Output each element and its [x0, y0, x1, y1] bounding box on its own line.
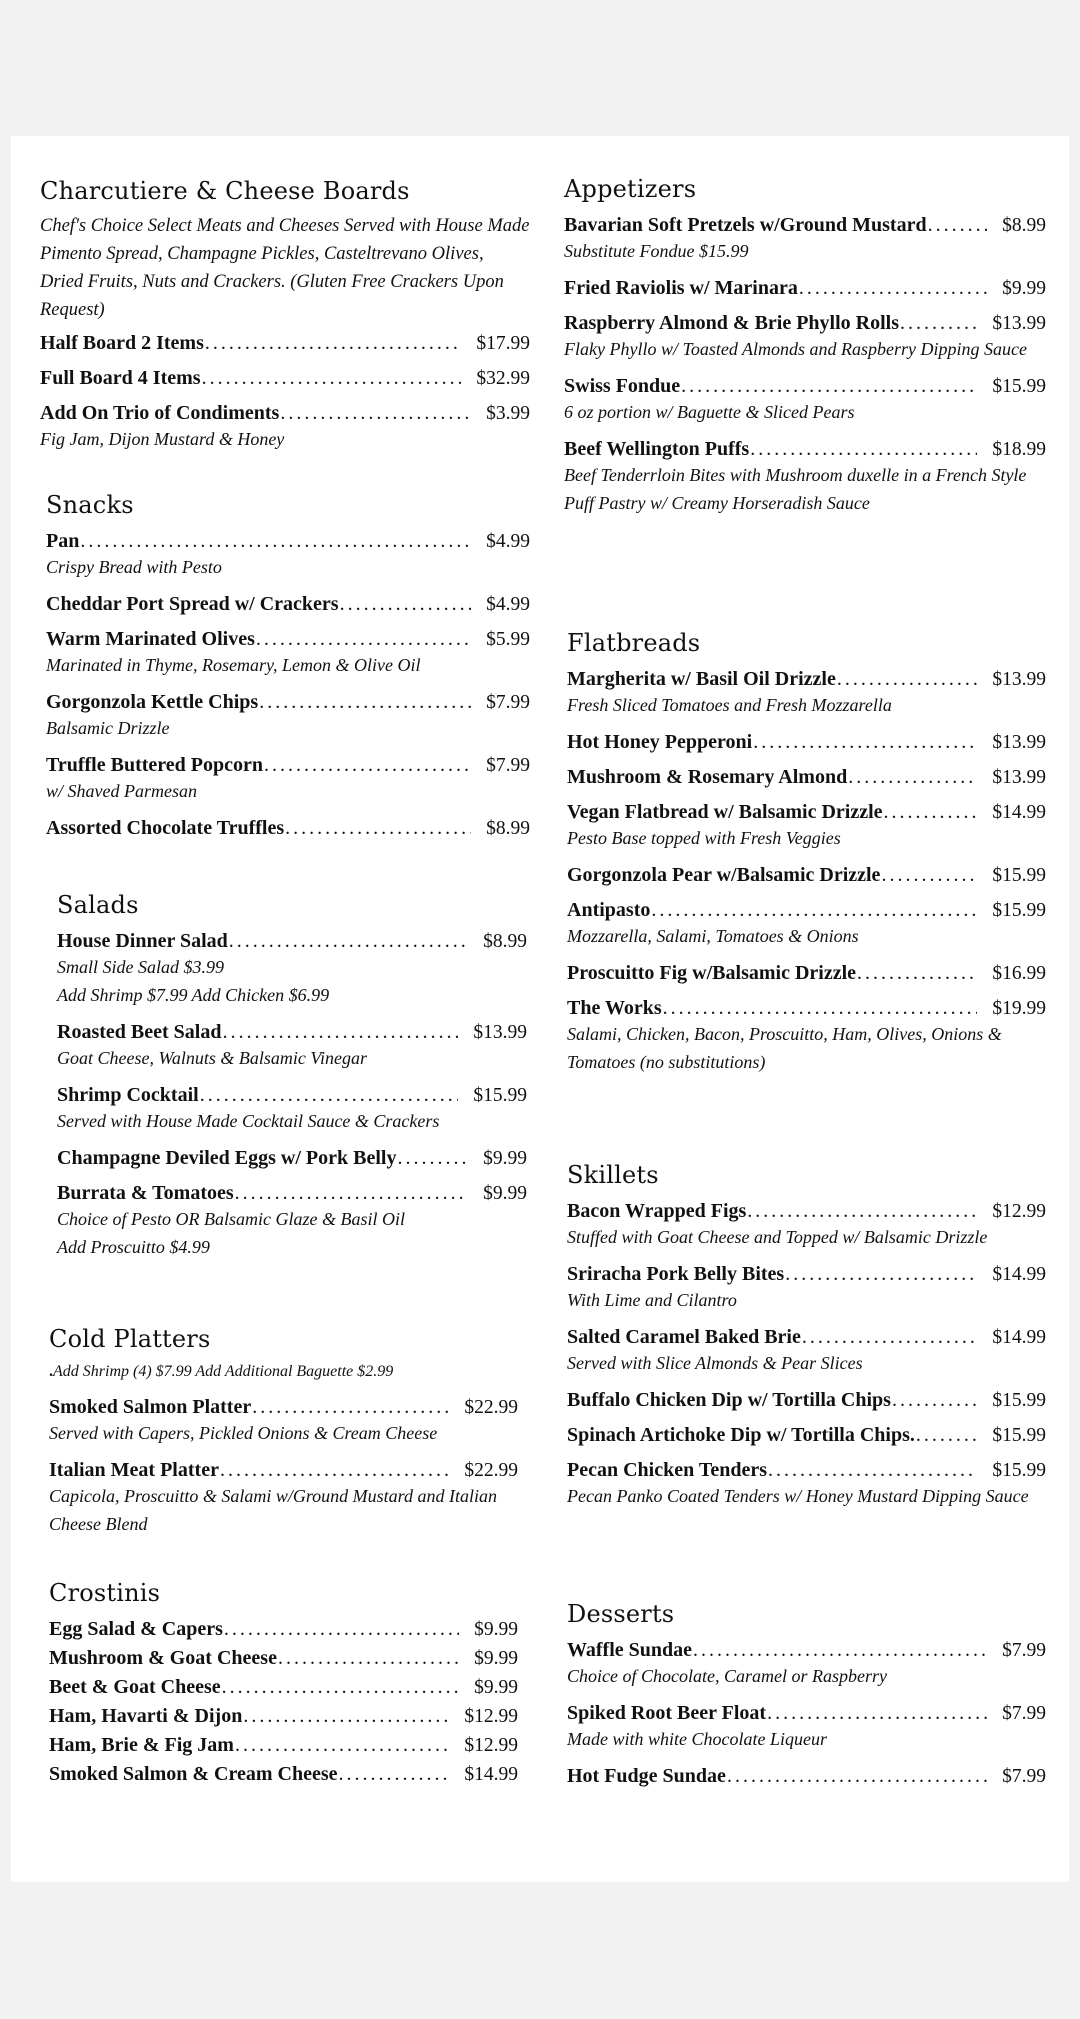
section-salads [57, 890, 527, 1273]
menu-item-description: Stuffed with Goat Cheese and Topped w/ Balsamic Drizzle [567, 1227, 988, 1247]
menu-item-price: $9.99 [474, 1677, 518, 1698]
section-title: Snacks [46, 491, 134, 519]
menu-item-price: $18.99 [992, 439, 1046, 460]
menu-item [567, 1326, 1046, 1377]
menu-item-row [49, 1705, 518, 1728]
menu-item [46, 754, 530, 805]
menu-item-row [46, 593, 530, 616]
menu-item-description: Mozzarella, Salami, Tomatoes & Onions [567, 926, 859, 946]
section-items [40, 332, 530, 453]
menu-item-price: $32.99 [476, 368, 530, 389]
dot-leader [80, 530, 471, 553]
dot-leader [229, 930, 468, 953]
section-title: Salads [57, 891, 139, 919]
dot-leader [222, 1021, 458, 1044]
menu-item-price: $17.99 [476, 333, 530, 354]
menu-item-name: Swiss Fondue [564, 375, 681, 397]
menu-item-row [49, 1676, 518, 1699]
menu-item-name: Gorgonzola Kettle Chips [46, 691, 259, 713]
menu-item-price: $8.99 [486, 818, 530, 839]
menu-item-name: Egg Salad & Capers [49, 1618, 223, 1640]
dot-leader [259, 691, 471, 714]
dot-leader [753, 731, 977, 754]
menu-item-price: $14.99 [992, 1327, 1046, 1348]
menu-item-row [567, 731, 1046, 754]
menu-item-description: Capicola, Proscuitto & Salami w/Ground Mustard and Italian Cheese Blend [49, 1486, 498, 1534]
dot-leader [397, 1147, 468, 1170]
menu-item-name: Antipasto [567, 899, 651, 921]
menu-item-row [567, 962, 1046, 985]
menu-item-row [564, 375, 1046, 398]
menu-item-price: $15.99 [992, 1460, 1046, 1481]
menu-item-row [49, 1396, 518, 1419]
section-crostinis [49, 1578, 518, 1792]
menu-item-name: Waffle Sundae [567, 1639, 693, 1661]
menu-item-price: $7.99 [1002, 1766, 1046, 1787]
dot-leader [785, 1263, 977, 1286]
menu-item-name: Champagne Deviled Eggs w/ Pork Belly [57, 1147, 397, 1169]
dot-leader [848, 766, 977, 789]
menu-item [567, 1200, 1046, 1251]
menu-item-description: Salami, Chicken, Bacon, Proscuitto, Ham, Olives, Onions & Tomatoes (no substitutions) [567, 1024, 1002, 1072]
menu-item-row [567, 1326, 1046, 1349]
section-title: Crostinis [49, 1579, 161, 1607]
menu-item-description: 6 oz portion w/ Baguette & Sliced Pears [564, 402, 855, 422]
section-title: Appetizers [564, 175, 697, 203]
menu-item-row [567, 899, 1046, 922]
menu-item-price: $15.99 [992, 865, 1046, 886]
dot-leader [747, 1200, 977, 1223]
menu-item-row [564, 277, 1046, 300]
menu-item-row [40, 367, 530, 390]
menu-item-price: $22.99 [464, 1397, 518, 1418]
menu-item-row [567, 1459, 1046, 1482]
menu-item-name: Smoked Salmon & Cream Cheese [49, 1763, 338, 1785]
menu-item [49, 1396, 518, 1447]
menu-item-price: $7.99 [486, 755, 530, 776]
menu-item [46, 593, 530, 616]
menu-item [49, 1734, 518, 1757]
section-appetizers [564, 174, 1046, 529]
dot-leader [693, 1639, 987, 1662]
menu-item-description: Marinated in Thyme, Rosemary, Lemon & Olive Oil [46, 655, 421, 675]
menu-item [567, 731, 1046, 754]
menu-item-name: Mushroom & Rosemary Almond [567, 766, 848, 788]
menu-item-description: Served with House Made Cocktail Sauce & Crackers [57, 1111, 440, 1131]
menu-item-description: With Lime and Cilantro [567, 1290, 737, 1310]
dot-leader [339, 1763, 450, 1786]
dot-leader [222, 1676, 460, 1699]
dot-leader [928, 214, 988, 237]
menu-item [40, 367, 530, 390]
section-items [46, 530, 530, 840]
section-skillets [567, 1160, 1046, 1522]
dot-leader [916, 1424, 978, 1447]
dot-leader [799, 277, 987, 300]
menu-item-price: $15.99 [992, 376, 1046, 397]
dot-leader [900, 312, 977, 335]
menu-item-name: Burrata & Tomatoes [57, 1182, 234, 1204]
menu-item [567, 899, 1046, 950]
section-cold-platters [49, 1324, 518, 1550]
menu-item-row [49, 1618, 518, 1641]
dot-leader [202, 367, 462, 390]
menu-item-price: $8.99 [1002, 215, 1046, 236]
menu-item-description: Add Shrimp $7.99 Add Chicken $6.99 [57, 985, 330, 1005]
dot-leader [224, 1618, 459, 1641]
menu-item-row [567, 1702, 1046, 1725]
menu-item-name: Hot Fudge Sundae [567, 1765, 726, 1787]
menu-item-row [57, 1147, 527, 1170]
section-items [567, 1639, 1046, 1788]
menu-item-description: Flaky Phyllo w/ Toasted Almonds and Raspberry Dipping Sauce [564, 339, 1027, 359]
menu-item-row [57, 1021, 527, 1044]
menu-item [567, 997, 1046, 1076]
section-items [567, 1200, 1046, 1510]
menu-item-price: $14.99 [464, 1764, 518, 1785]
section-items [57, 930, 527, 1261]
menu-item-name: Buffalo Chicken Dip w/ Tortilla Chips [567, 1389, 891, 1411]
menu-item-price: $13.99 [992, 732, 1046, 753]
menu-item-price: $4.99 [486, 594, 530, 615]
section-intro: Chef's Choice Select Meats and Cheeses Served with House Made Pimento Spread, Champagne Pickles, Casteltrevano Olives, Dried Fruits, Nuts and Crackers. (Gluten Free Crackers Upon Request) [40, 216, 530, 320]
menu-item [567, 668, 1046, 719]
dot-leader [837, 668, 978, 691]
menu-item-price: $15.99 [992, 900, 1046, 921]
dot-leader [256, 628, 471, 651]
menu-item-description: Served with Slice Almonds & Pear Slices [567, 1353, 863, 1373]
menu-item [49, 1763, 518, 1786]
dot-leader [200, 1084, 459, 1107]
dot-leader [768, 1459, 977, 1482]
menu-item-name: Roasted Beet Salad [57, 1021, 222, 1043]
menu-item [564, 438, 1046, 517]
dot-leader [750, 438, 977, 461]
menu-item-row [46, 817, 530, 840]
menu-item-name: Bacon Wrapped Figs [567, 1200, 747, 1222]
menu-item-description: Fresh Sliced Tomatoes and Fresh Mozzarella [567, 695, 892, 715]
dot-leader [663, 997, 978, 1020]
menu-item-price: $9.99 [474, 1619, 518, 1640]
menu-item-description: Crispy Bread with Pesto [46, 557, 222, 577]
menu-item-name: Beef Wellington Puffs [564, 438, 750, 460]
menu-item-price: $12.99 [464, 1706, 518, 1727]
menu-item-row [46, 754, 530, 777]
menu-item-row [567, 801, 1046, 824]
dot-leader [767, 1702, 987, 1725]
section-title: Desserts [567, 1600, 675, 1628]
dot-leader [727, 1765, 987, 1788]
menu-item-description: Choice of Pesto OR Balsamic Glaze & Basil Oil [57, 1209, 405, 1229]
menu-item [40, 402, 530, 453]
menu-item-price: $13.99 [992, 767, 1046, 788]
menu-item [49, 1618, 518, 1641]
menu-item-name: Vegan Flatbread w/ Balsamic Drizzle [567, 801, 883, 823]
menu-item-name: Beet & Goat Cheese [49, 1676, 221, 1698]
dot-leader [220, 1459, 449, 1482]
menu-item-row [49, 1763, 518, 1786]
menu-item-description: w/ Shaved Parmesan [46, 781, 197, 801]
dot-leader [235, 1734, 449, 1757]
menu-item-name: House Dinner Salad [57, 930, 228, 952]
menu-item-price: $14.99 [992, 802, 1046, 823]
menu-item-name: Truffle Buttered Popcorn [46, 754, 264, 776]
dot-leader [278, 1647, 459, 1670]
menu-item-row [57, 930, 527, 953]
menu-item-price: $14.99 [992, 1264, 1046, 1285]
dot-leader [285, 817, 471, 840]
menu-item [567, 1639, 1046, 1690]
menu-item-row [46, 628, 530, 651]
menu-item [46, 691, 530, 742]
menu-item-row [567, 1765, 1046, 1788]
menu-item-description: Small Side Salad $3.99 [57, 957, 224, 977]
menu-item-row [567, 1639, 1046, 1662]
menu-item [567, 1424, 1046, 1447]
section-title: Charcutiere & Cheese Boards [40, 177, 410, 205]
menu-item [49, 1647, 518, 1670]
menu-item-row [46, 691, 530, 714]
menu-item-name: Hot Honey Pepperoni [567, 731, 753, 753]
dot-leader [252, 1396, 449, 1419]
menu-item-row [567, 766, 1046, 789]
menu-item-name: Assorted Chocolate Truffles [46, 817, 285, 839]
menu-item-description: Pesto Base topped with Fresh Veggies [567, 828, 841, 848]
dot-leader [884, 801, 978, 824]
menu-item [57, 1147, 527, 1170]
menu-item-name: Cheddar Port Spread w/ Crackers [46, 593, 339, 615]
menu-item-name: Mushroom & Goat Cheese [49, 1647, 277, 1669]
dot-leader [651, 899, 977, 922]
dot-leader [681, 375, 977, 398]
section-title: Flatbreads [567, 629, 701, 657]
dot-leader [892, 1389, 977, 1412]
menu-item-name: Proscuitto Fig w/Balsamic Drizzle [567, 962, 857, 984]
menu-item-price: $5.99 [486, 629, 530, 650]
menu-item [49, 1459, 518, 1538]
menu-item [567, 801, 1046, 852]
menu-item-description: Substitute Fondue $15.99 [564, 241, 749, 261]
menu-item-price: $12.99 [464, 1735, 518, 1756]
menu-item-price: $16.99 [992, 963, 1046, 984]
menu-item-description: Pecan Panko Coated Tenders w/ Honey Mustard Dipping Sauce [567, 1486, 1029, 1506]
menu-item-name: Pan [46, 530, 80, 552]
menu-item-row [57, 1182, 527, 1205]
menu-item [567, 864, 1046, 887]
menu-item-description: Made with white Chocolate Liqueur [567, 1729, 827, 1749]
menu-item [57, 1021, 527, 1072]
menu-item-row [564, 312, 1046, 335]
menu-item-name: Sriracha Pork Belly Bites [567, 1263, 785, 1285]
menu-item-description: Choice of Chocolate, Caramel or Raspberry [567, 1666, 887, 1686]
section-desserts [567, 1599, 1046, 1800]
menu-item-row [567, 668, 1046, 691]
menu-item-price: $15.99 [473, 1085, 527, 1106]
menu-item [49, 1705, 518, 1728]
menu-item-price: $13.99 [992, 313, 1046, 334]
menu-item [564, 312, 1046, 363]
menu-item [567, 962, 1046, 985]
menu-item [567, 1263, 1046, 1314]
menu-item-price: $15.99 [992, 1425, 1046, 1446]
menu-item-row [567, 1424, 1046, 1447]
menu-page [11, 136, 1069, 1882]
menu-item-price: $7.99 [1002, 1703, 1046, 1724]
section-title: Skillets [567, 1161, 659, 1189]
menu-item-description: Balsamic Drizzle [46, 718, 170, 738]
section-snacks [46, 490, 530, 852]
section-items [567, 668, 1046, 1076]
intro-bullet: . [49, 1363, 53, 1380]
dot-leader [881, 864, 977, 887]
menu-item-row [40, 332, 530, 355]
menu-item-name: Ham, Brie & Fig Jam [49, 1734, 234, 1756]
menu-item-description: Fig Jam, Dijon Mustard & Honey [40, 429, 285, 449]
menu-item [46, 628, 530, 679]
menu-item [567, 1765, 1046, 1788]
menu-item-name: Spinach Artichoke Dip w/ Tortilla Chips. [567, 1424, 915, 1446]
menu-item-description: Beef Tenderrloin Bites with Mushroom duxelle in a French Style Puff Pastry w/ Creamy Horseradish Sauce [564, 465, 1027, 513]
menu-item-name: Pecan Chicken Tenders [567, 1459, 768, 1481]
menu-item [46, 817, 530, 840]
menu-item [567, 1389, 1046, 1412]
menu-item [567, 1459, 1046, 1510]
menu-item-price: $19.99 [992, 998, 1046, 1019]
menu-item-name: Smoked Salmon Platter [49, 1396, 252, 1418]
menu-item [564, 375, 1046, 426]
menu-item-row [564, 438, 1046, 461]
menu-item-price: $7.99 [486, 692, 530, 713]
menu-item-description: Goat Cheese, Walnuts & Balsamic Vinegar [57, 1048, 367, 1068]
dot-leader [857, 962, 977, 985]
menu-item-name: Raspberry Almond & Brie Phyllo Rolls [564, 312, 900, 334]
menu-item-price: $13.99 [473, 1022, 527, 1043]
menu-item-name: Half Board 2 Items [40, 332, 204, 354]
dot-leader [340, 593, 472, 616]
menu-item-name: The Works [567, 997, 662, 1019]
dot-leader [205, 332, 461, 355]
menu-item-price: $3.99 [486, 403, 530, 424]
intro-text: Add Shrimp (4) $7.99 Add Additional Baguette $2.99 [53, 1363, 394, 1380]
menu-item-name: Fried Raviolis w/ Marinara [564, 277, 798, 299]
section-title: Cold Platters [49, 1325, 211, 1353]
menu-item-price: $7.99 [1002, 1640, 1046, 1661]
menu-item-price: $13.99 [992, 669, 1046, 690]
menu-item-price: $15.99 [992, 1390, 1046, 1411]
menu-item-name: Warm Marinated Olives [46, 628, 255, 650]
menu-item-price: $22.99 [464, 1460, 518, 1481]
section-items [564, 214, 1046, 517]
menu-item-row [46, 530, 530, 553]
menu-item-name: Add On Trio of Condiments [40, 402, 280, 424]
menu-item-price: $8.99 [483, 931, 527, 952]
section-charcuterie [40, 176, 530, 465]
section-intro [49, 1358, 518, 1386]
menu-item [57, 930, 527, 1009]
dot-leader [264, 754, 471, 777]
section-items [49, 1618, 518, 1786]
menu-item-name: Salted Caramel Baked Brie [567, 1326, 801, 1348]
menu-item-name: Bavarian Soft Pretzels w/Ground Mustard [564, 214, 927, 236]
section-items [49, 1396, 518, 1538]
menu-item-row [49, 1647, 518, 1670]
menu-item [57, 1182, 527, 1261]
menu-item-description: Served with Capers, Pickled Onions & Cream Cheese [49, 1423, 438, 1443]
menu-item [564, 277, 1046, 300]
dot-leader [235, 1182, 468, 1205]
menu-item-row [567, 1263, 1046, 1286]
menu-item [40, 332, 530, 355]
menu-item-price: $9.99 [474, 1648, 518, 1669]
menu-item-row [567, 1200, 1046, 1223]
menu-item [567, 1702, 1046, 1753]
menu-item-price: $9.99 [483, 1183, 527, 1204]
menu-item [564, 214, 1046, 265]
menu-item-name: Shrimp Cocktail [57, 1084, 199, 1106]
dot-leader [243, 1705, 449, 1728]
menu-item-row [567, 1389, 1046, 1412]
menu-item [49, 1676, 518, 1699]
section-flatbreads [567, 628, 1046, 1088]
menu-item-price: $12.99 [992, 1201, 1046, 1222]
menu-item-row [49, 1734, 518, 1757]
menu-item-name: Full Board 4 Items [40, 367, 201, 389]
menu-item [46, 530, 530, 581]
menu-item-row [567, 997, 1046, 1020]
menu-item-row [40, 402, 530, 425]
menu-item-name: Ham, Havarti & Dijon [49, 1705, 243, 1727]
menu-item-price: $9.99 [483, 1148, 527, 1169]
menu-item-row [49, 1459, 518, 1482]
menu-item-name: Spiked Root Beer Float [567, 1702, 767, 1724]
menu-item [57, 1084, 527, 1135]
menu-item-name: Italian Meat Platter [49, 1459, 219, 1481]
menu-item-price: $4.99 [486, 531, 530, 552]
menu-item-price: $9.99 [1002, 278, 1046, 299]
menu-item-row [57, 1084, 527, 1107]
menu-item-row [564, 214, 1046, 237]
menu-item-description: Add Proscuitto $4.99 [57, 1237, 210, 1257]
menu-item-row [567, 864, 1046, 887]
menu-item-name: Gorgonzola Pear w/Balsamic Drizzle [567, 864, 881, 886]
menu-item-name: Margherita w/ Basil Oil Drizzle [567, 668, 836, 690]
dot-leader [280, 402, 471, 425]
menu-item [567, 766, 1046, 789]
dot-leader [802, 1326, 978, 1349]
